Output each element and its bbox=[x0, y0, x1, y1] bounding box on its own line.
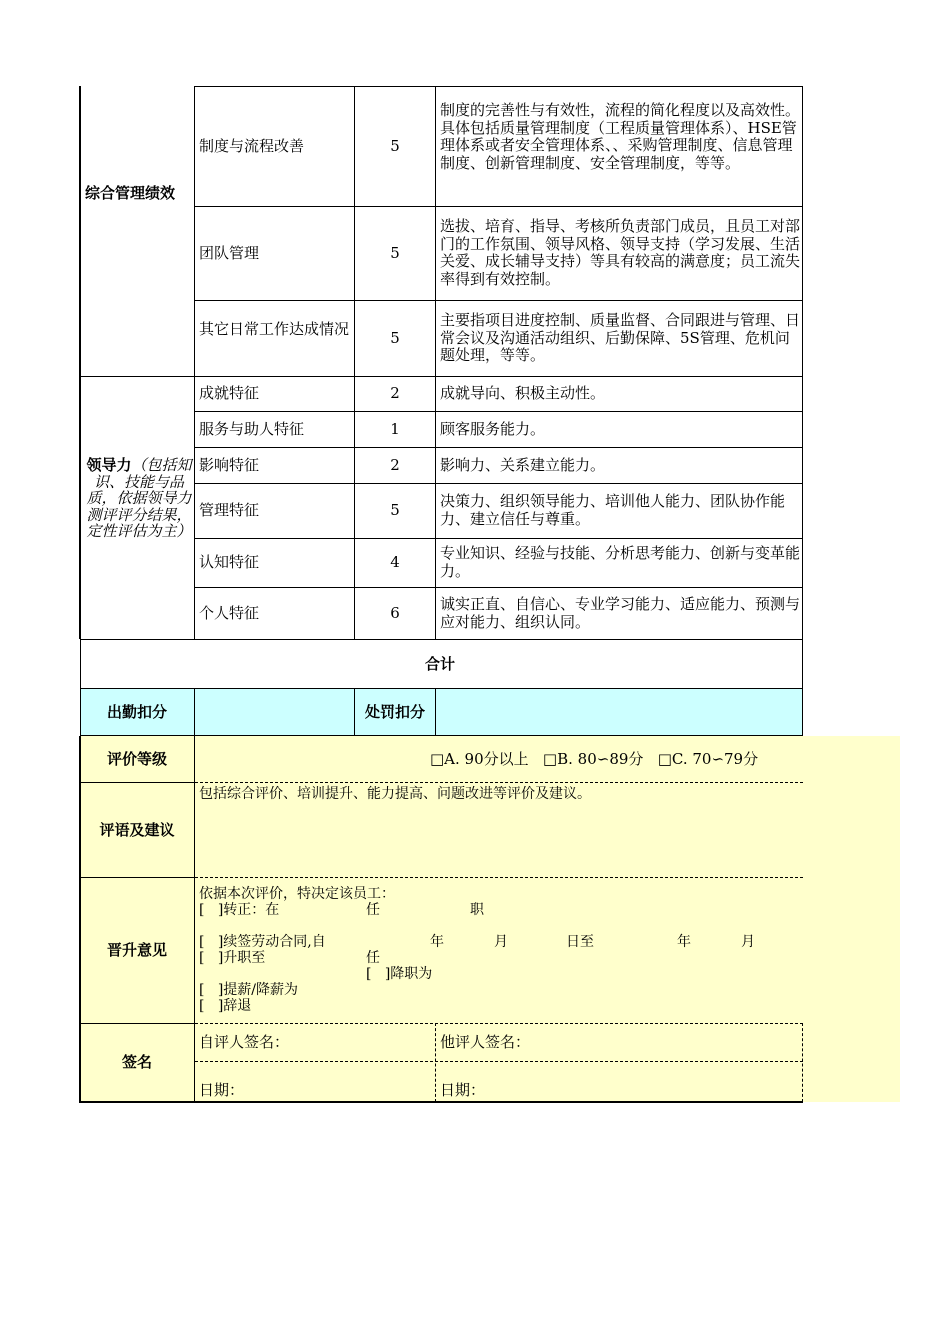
promotion-option-demote[interactable]: [ ]降职为 bbox=[366, 966, 433, 982]
perf-item-desc: 制度的完善性与有效性，流程的简化程度以及高效性。具体包括质量管理制度（工程质量管理体系）、HSE管理体系或者安全管理体系、、采购管理制度、信息管理制度、创新管理制度、安全管理制度，等等。 bbox=[440, 101, 801, 172]
penalty-deduction-input[interactable] bbox=[436, 689, 802, 735]
table-divider bbox=[194, 447, 803, 448]
table-divider bbox=[194, 483, 803, 484]
perf-item-score: 5 bbox=[390, 329, 400, 347]
perf-item-desc: 主要指项目进度控制、质量监督、合同跟进与管理、日常会议及沟通活动组织、后勤保障、5S管理、危机问题处理，等等。 bbox=[440, 311, 801, 364]
total-label: 合计 bbox=[425, 655, 456, 673]
promotion-text: 任 bbox=[366, 950, 380, 966]
promotion-option-regularize[interactable]: [ ]转正：在 bbox=[199, 902, 280, 918]
table-divider bbox=[354, 86, 355, 639]
table-left-border bbox=[79, 736, 81, 1103]
perf-item-desc: 选拔、培育、指导、考核所负责部门成员，且员工对部门的工作氛围、领导风格、领导支持（学习发展、生活关爱、成长辅导支持）等具有较高的满意度；员工流失率得到有效控制。 bbox=[440, 217, 801, 288]
lead-item-name: 管理特征 bbox=[199, 501, 260, 519]
table-divider bbox=[80, 639, 803, 640]
lead-item-score: 1 bbox=[390, 420, 400, 438]
rating-options[interactable]: □A. 90分以上 □B. 80∽89分 □C. 70∽79分 bbox=[430, 750, 759, 768]
table-divider bbox=[354, 688, 355, 736]
signature-label: 签名 bbox=[121, 1053, 152, 1071]
lead-item-name: 认知特征 bbox=[199, 553, 260, 571]
lead-item-desc: 成就导向、积极主动性。 bbox=[440, 384, 606, 402]
table-divider bbox=[194, 411, 803, 412]
table-divider bbox=[194, 86, 803, 87]
promotion-text: 月 bbox=[741, 934, 755, 950]
other-signature-label[interactable]: 他评人签名： bbox=[440, 1033, 531, 1051]
table-divider bbox=[435, 1023, 436, 1102]
lead-item-name: 影响特征 bbox=[199, 456, 260, 474]
table-left-border bbox=[79, 86, 81, 639]
table-divider bbox=[194, 736, 195, 1102]
table-divider bbox=[80, 877, 195, 878]
table-divider bbox=[435, 688, 436, 736]
promotion-text: 年 bbox=[677, 934, 691, 950]
promotion-intro: 依据本次评价，特决定该员工： bbox=[199, 886, 395, 902]
promotion-text: 任 bbox=[366, 902, 380, 918]
attendance-deduction-label: 出勤扣分 bbox=[106, 703, 167, 721]
lead-item-desc: 诚实正直、自信心、专业学习能力、适应能力、预测与应对能力、组织认同。 bbox=[440, 595, 801, 631]
lead-item-score: 4 bbox=[390, 553, 400, 571]
perf-item-name: 团队管理 bbox=[199, 244, 260, 262]
table-divider bbox=[435, 86, 436, 639]
table-divider bbox=[80, 688, 803, 689]
penalty-deduction-label: 处罚扣分 bbox=[364, 703, 425, 721]
table-divider bbox=[802, 1023, 803, 1102]
self-signature-label[interactable]: 自评人签名： bbox=[199, 1033, 290, 1051]
table-divider bbox=[195, 1061, 803, 1062]
lead-item-name: 个人特征 bbox=[199, 604, 260, 622]
lead-item-score: 2 bbox=[390, 384, 400, 402]
lead-item-desc: 影响力、关系建立能力。 bbox=[440, 456, 606, 474]
comments-label: 评语及建议 bbox=[99, 821, 175, 839]
performance-group-label: 综合管理绩效 bbox=[85, 184, 176, 202]
table-divider bbox=[80, 376, 803, 377]
promotion-text: 日至 bbox=[566, 934, 594, 950]
rating-label: 评价等级 bbox=[106, 750, 167, 768]
lead-item-score: 2 bbox=[390, 456, 400, 474]
perf-item-score: 5 bbox=[390, 137, 400, 155]
promotion-text: 月 bbox=[494, 934, 508, 950]
table-divider bbox=[195, 782, 803, 783]
promotion-option-renew[interactable]: [ ]续签劳动合同,自 bbox=[199, 934, 326, 950]
table-divider bbox=[194, 86, 195, 639]
table-divider bbox=[194, 688, 195, 736]
other-date-label[interactable]: 日期： bbox=[440, 1081, 486, 1099]
lead-item-desc: 专业知识、经验与技能、分析思考能力、创新与变革能力。 bbox=[440, 544, 801, 580]
comments-hint[interactable]: 包括综合评价、培训提升、能力提高、问题改进等评价及建议。 bbox=[199, 786, 591, 802]
table-divider bbox=[80, 782, 195, 783]
table-divider bbox=[80, 1023, 195, 1024]
self-date-label[interactable]: 日期： bbox=[199, 1081, 245, 1099]
table-divider bbox=[195, 877, 803, 878]
promotion-option-salary[interactable]: [ ]提薪/降薪为 bbox=[199, 982, 298, 998]
lead-item-score: 5 bbox=[390, 501, 400, 519]
table-divider bbox=[194, 538, 803, 539]
leadership-group-note: （包括知识、技能与品质，依据领导力测评评分结果，定性评估为主） bbox=[86, 456, 192, 540]
perf-item-name: 制度与流程改善 bbox=[199, 137, 305, 155]
leadership-group-label bbox=[84, 457, 194, 540]
perf-item-score: 5 bbox=[390, 244, 400, 262]
lead-item-name: 服务与助人特征 bbox=[199, 420, 305, 438]
lead-item-desc: 决策力、组织领导能力、培训他人能力、团队协作能力、建立信任与尊重。 bbox=[440, 492, 786, 528]
lead-item-desc: 顾客服务能力。 bbox=[440, 420, 546, 438]
promotion-text: 年 bbox=[430, 934, 444, 950]
attendance-deduction-input[interactable] bbox=[195, 689, 354, 735]
table-divider bbox=[194, 587, 803, 588]
table-divider bbox=[195, 1023, 803, 1024]
promotion-option-promote[interactable]: [ ]升职至 bbox=[199, 950, 266, 966]
lead-item-name: 成就特征 bbox=[199, 384, 260, 402]
table-bottom-border bbox=[79, 1101, 803, 1103]
table-divider bbox=[80, 735, 803, 736]
promotion-label: 晋升意见 bbox=[106, 941, 167, 959]
leadership-group-title: 领导力 bbox=[86, 456, 132, 474]
perf-item-name: 其它日常工作达成情况 bbox=[199, 320, 350, 338]
promotion-option-dismiss[interactable]: [ ]辞退 bbox=[199, 998, 252, 1014]
table-divider bbox=[194, 300, 803, 301]
table-divider bbox=[194, 206, 803, 207]
promotion-text: 职 bbox=[470, 902, 484, 918]
lead-item-score: 6 bbox=[390, 604, 400, 622]
